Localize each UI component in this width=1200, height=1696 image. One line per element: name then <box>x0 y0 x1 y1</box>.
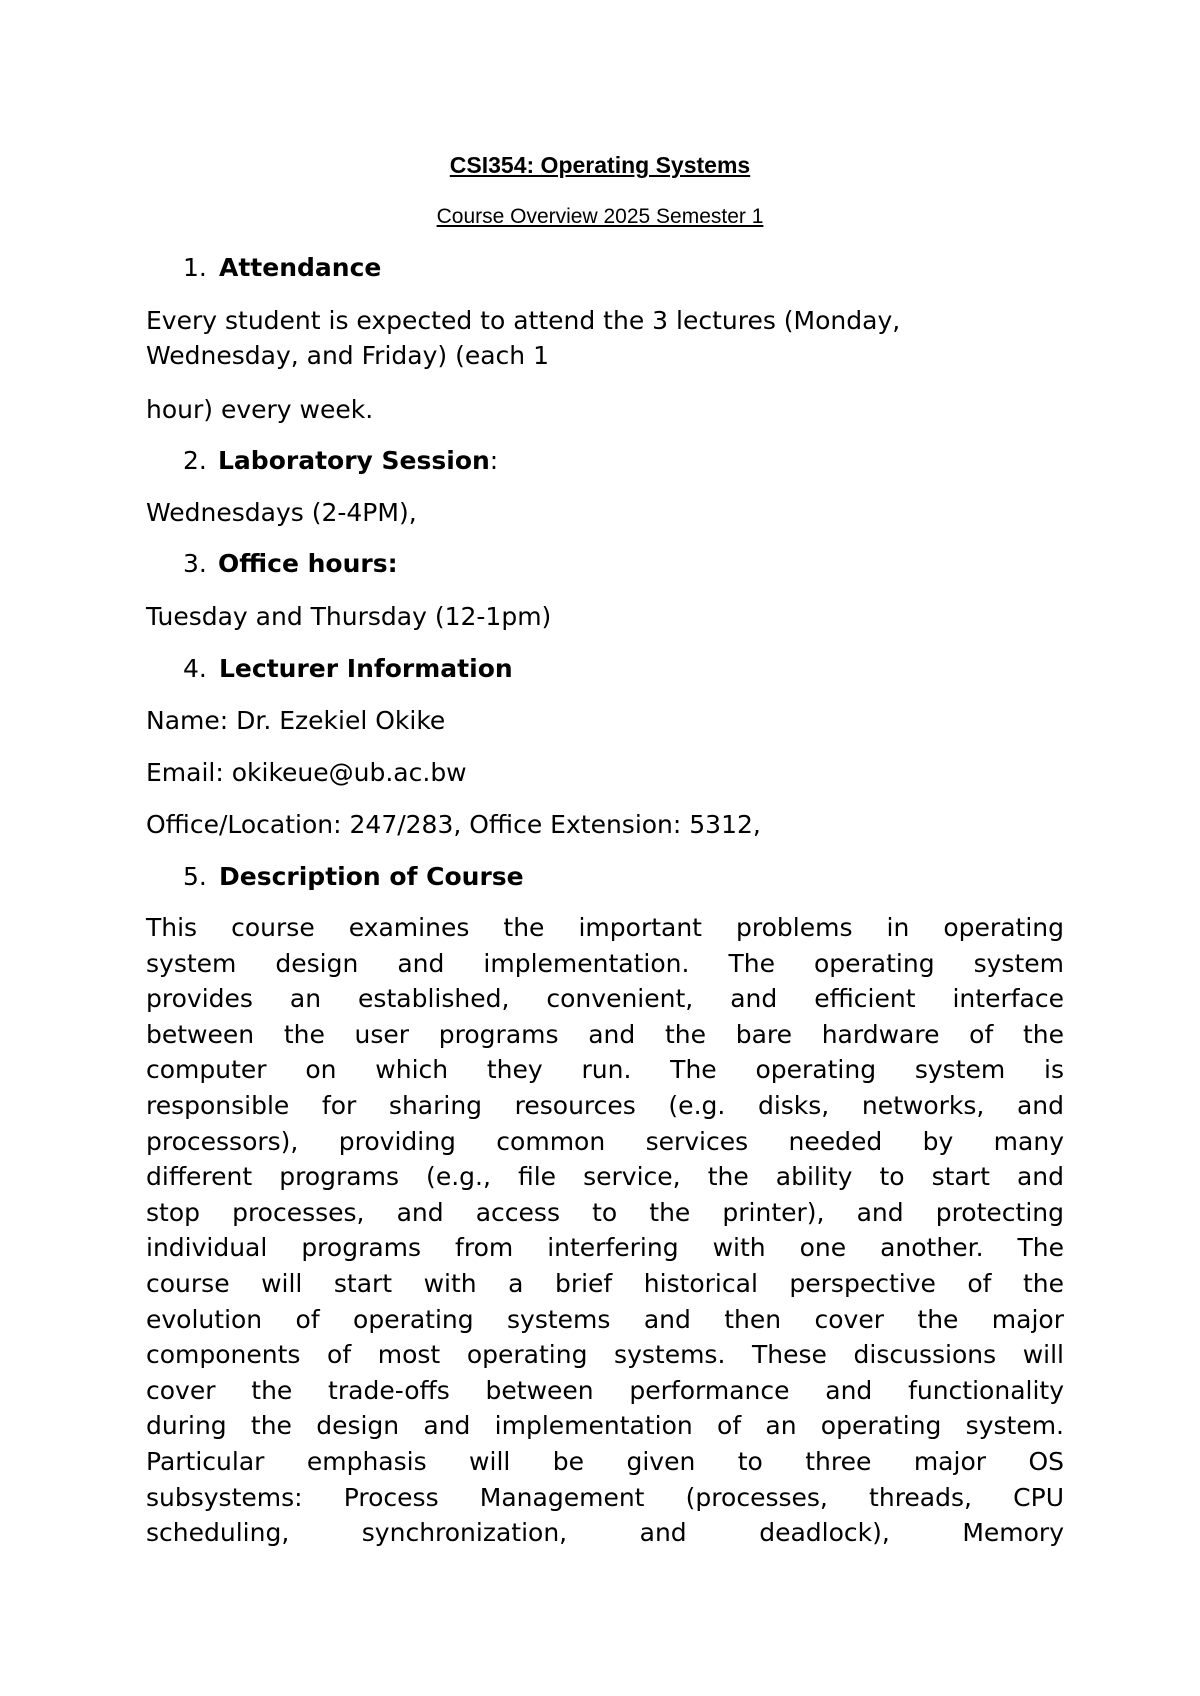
document-subtitle: Course Overview 2025 Semester 1 <box>436 205 764 228</box>
paragraph-line: stop processes, and access to the printer), and protecting <box>146 1197 1064 1227</box>
section-title-suffix: : <box>489 446 499 475</box>
paragraph-line: provides an established, convenient, and efficient interface <box>146 984 1064 1014</box>
section-number: 1. <box>183 253 207 282</box>
paragraph-line: responsible for sharing resources (e.g. disks, networks, and <box>146 1090 1064 1120</box>
section-title: Attendance <box>219 253 382 282</box>
paragraph-line: during the design and implementation of an operating system. <box>146 1411 1064 1441</box>
section-title: Lecturer Information <box>219 654 513 683</box>
lab-schedule-text: Wednesdays (2-4PM), <box>146 498 417 527</box>
course-description-paragraph <box>146 910 1064 1551</box>
attendance-text-line: Wednesday, and Friday) (each 1 <box>146 341 549 370</box>
section-heading-lab <box>183 445 498 477</box>
paragraph-line: scheduling, synchronization, and deadlock), Memory <box>146 1518 1064 1548</box>
paragraph-line: individual programs from interfering with one another. The <box>146 1233 1064 1263</box>
attendance-text-line: Every student is expected to attend the 3 lectures (Monday, <box>146 306 901 335</box>
section-heading-description <box>183 861 524 893</box>
paragraph-line: processors), providing common services needed by many <box>146 1126 1064 1156</box>
paragraph-line: different programs (e.g., file service, the ability to start and <box>146 1162 1064 1192</box>
lecturer-name: Name: Dr. Ezekiel Okike <box>146 706 446 735</box>
paragraph-line: evolution of operating systems and then cover the major <box>146 1304 1064 1334</box>
lecturer-location: Office/Location: 247/283, Office Extension: 5312, <box>146 810 761 839</box>
section-number: 4. <box>183 654 207 683</box>
section-number: 3. <box>183 549 207 578</box>
paragraph-line: subsystems: Process Management (processes, threads, CPU <box>146 1482 1064 1512</box>
paragraph-line: between the user programs and the bare hardware of the <box>146 1019 1064 1049</box>
section-title: Description of Course <box>219 862 524 891</box>
document-title: CSI354: Operating Systems <box>449 152 751 178</box>
section-title: Laboratory Session <box>218 446 490 475</box>
paragraph-line: system design and implementation. The operating system <box>146 948 1064 978</box>
paragraph-line: course will start with a brief historical perspective of the <box>146 1268 1064 1298</box>
paragraph-line: computer on which they run. The operating system is <box>146 1055 1064 1085</box>
section-heading-office-hours <box>183 548 398 580</box>
lecturer-email: Email: okikeue@ub.ac.bw <box>146 758 467 787</box>
section-number: 2. <box>183 446 207 475</box>
section-heading-attendance <box>183 252 381 284</box>
section-heading-lecturer <box>183 653 513 685</box>
paragraph-line: cover the trade-offs between performance and functionality <box>146 1375 1064 1405</box>
section-title: Office hours: <box>218 549 398 578</box>
office-hours-text: Tuesday and Thursday (12-1pm) <box>146 602 552 631</box>
paragraph-line: components of most operating systems. These discussions will <box>146 1340 1064 1370</box>
section-number: 5. <box>183 862 207 891</box>
paragraph-line: This course examines the important problems in operating <box>146 913 1064 942</box>
attendance-text-line: hour) every week. <box>146 395 374 424</box>
paragraph-line: Particular emphasis will be given to three major OS <box>146 1446 1064 1476</box>
